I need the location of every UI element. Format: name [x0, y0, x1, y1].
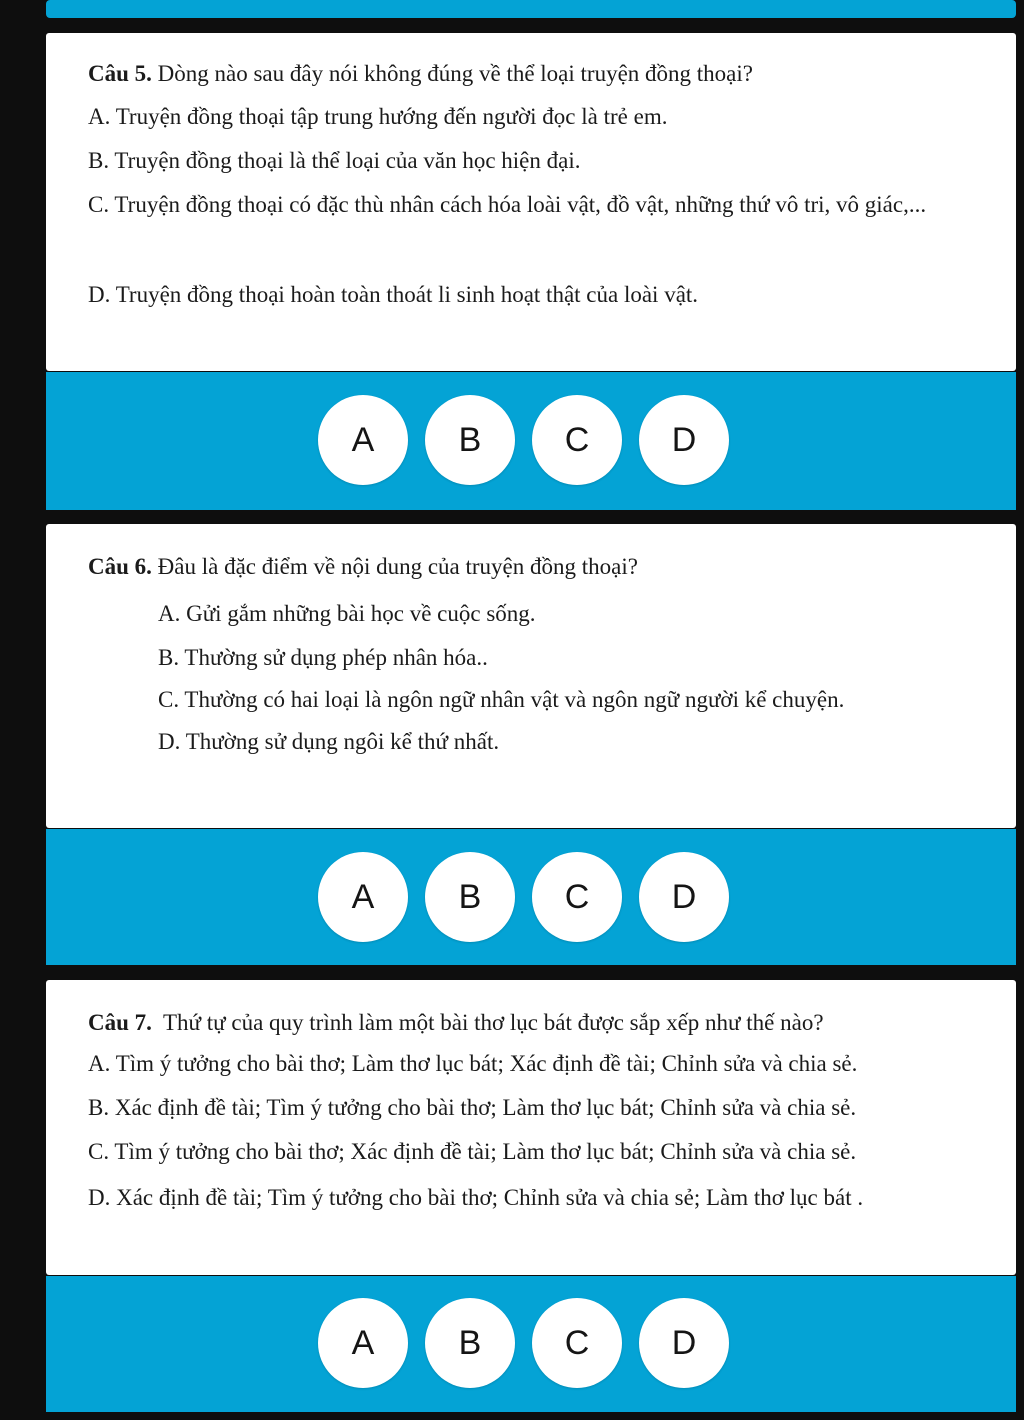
question-number: Câu 6. [88, 554, 152, 579]
question-title [88, 61, 753, 87]
option-b: B. Xác định đề tài; Tìm ý tưởng cho bài thơ; Làm thơ lục bát; Chỉnh sửa và chia sẻ. [88, 1095, 857, 1120]
question-title [88, 1010, 824, 1036]
answer-button-c[interactable]: C [532, 1298, 622, 1388]
option-a: A. Tìm ý tưởng cho bài thơ; Làm thơ lục bát; Xác định đề tài; Chỉnh sửa và chia sẻ. [88, 1051, 858, 1076]
answer-bar-7 [46, 1276, 1016, 1412]
top-accent-strip [46, 0, 1016, 18]
answer-button-b[interactable]: B [425, 852, 515, 942]
option-c: C. Tìm ý tưởng cho bài thơ; Xác định đề tài; Làm thơ lục bát; Chỉnh sửa và chia sẻ. [88, 1139, 857, 1164]
option-c: C. Truyện đồng thoại có đặc thù nhân cách hóa loài vật, đồ vật, những thứ vô tri, vô giác,... [88, 192, 927, 217]
answer-bar-5 [46, 372, 1016, 510]
option-b: B. Truyện đồng thoại là thể loại của văn học hiện đại. [88, 148, 581, 173]
answer-button-a[interactable]: A [318, 852, 408, 942]
answer-button-d[interactable]: D [639, 395, 729, 485]
answer-button-c[interactable]: C [532, 852, 622, 942]
option-d: D. Truyện đồng thoại hoàn toàn thoát li sinh hoạt thật của loài vật. [88, 282, 699, 307]
question-text: Thứ tự của quy trình làm một bài thơ lục bát được sắp xếp như thế nào? [151, 1010, 824, 1035]
option-b: B. Thường sử dụng phép nhân hóa.. [158, 645, 488, 670]
question-text: Đâu là đặc điểm về nội dung của truyện đồng thoại? [151, 554, 638, 579]
question-card-6 [46, 524, 1016, 828]
option-c: C. Thường có hai loại là ngôn ngữ nhân vật và ngôn ngữ người kể chuyện. [158, 687, 845, 712]
option-d: D. Xác định đề tài; Tìm ý tưởng cho bài thơ; Chỉnh sửa và chia sẻ; Làm thơ lục bát . [88, 1185, 864, 1210]
question-card-7 [46, 980, 1016, 1275]
option-a: A. Truyện đồng thoại tập trung hướng đến người đọc là trẻ em. [88, 104, 668, 129]
question-card-5 [46, 33, 1016, 371]
option-a: A. Gửi gắm những bài học về cuộc sống. [158, 601, 536, 626]
answer-button-a[interactable]: A [318, 395, 408, 485]
question-number: Câu 7. [88, 1010, 152, 1035]
answer-button-b[interactable]: B [425, 1298, 515, 1388]
question-text: Dòng nào sau đây nói không đúng về thể loại truyện đồng thoại? [151, 61, 753, 86]
answer-button-c[interactable]: C [532, 395, 622, 485]
answer-button-d[interactable]: D [639, 1298, 729, 1388]
question-number: Câu 5. [88, 61, 152, 86]
answer-bar-6 [46, 829, 1016, 965]
question-title [88, 554, 638, 580]
answer-button-a[interactable]: A [318, 1298, 408, 1388]
option-d: D. Thường sử dụng ngôi kể thứ nhất. [158, 729, 500, 754]
answer-button-b[interactable]: B [425, 395, 515, 485]
answer-button-d[interactable]: D [639, 852, 729, 942]
